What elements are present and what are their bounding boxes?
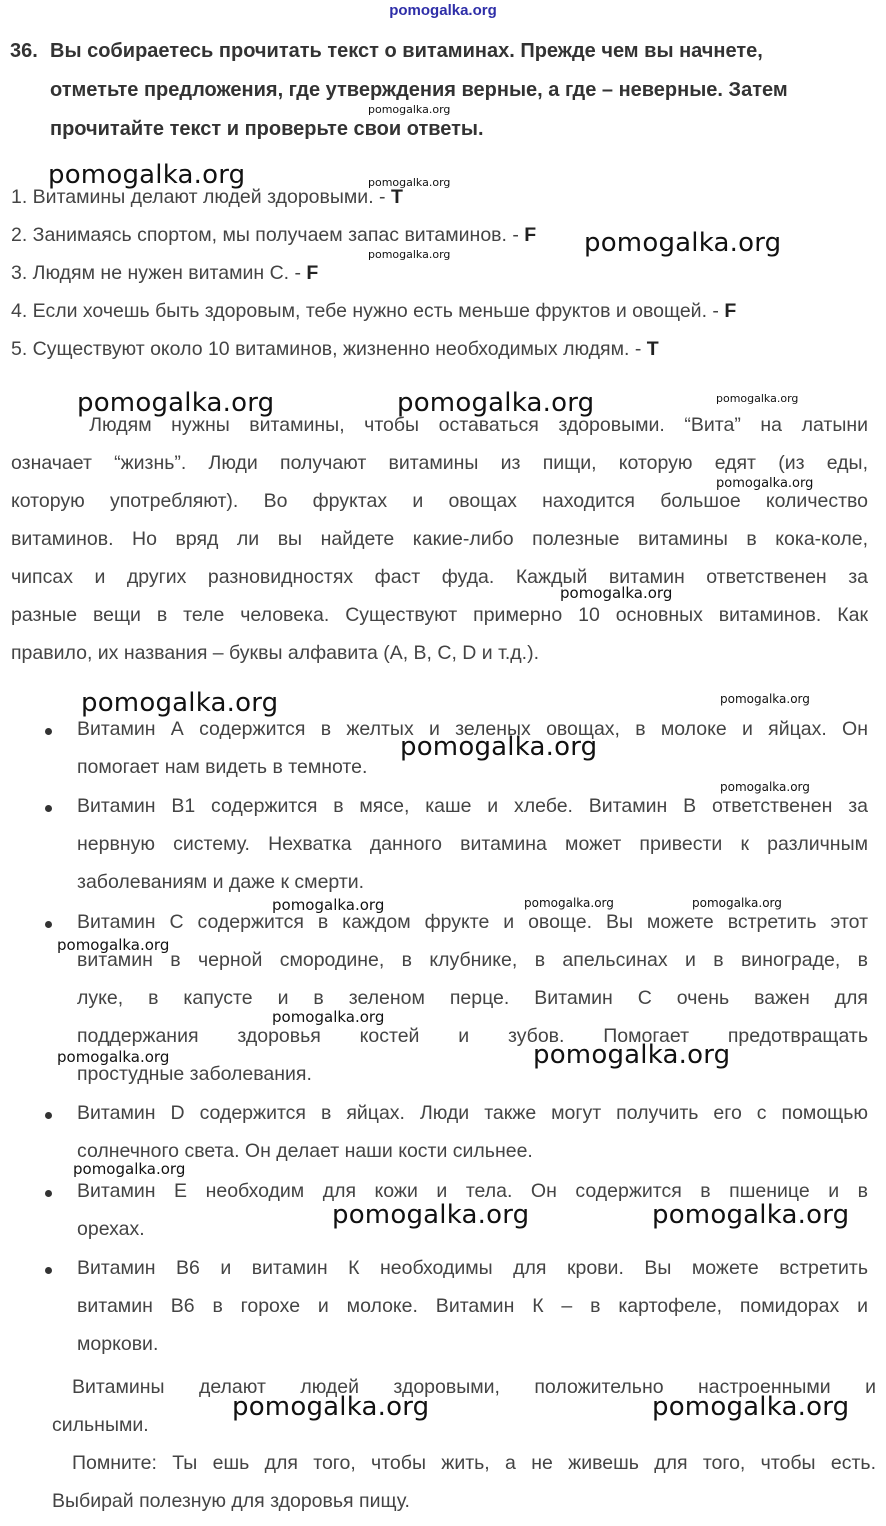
- watermark-small: pomogalka.org: [272, 1008, 385, 1026]
- bullet-dot: [42, 1264, 54, 1276]
- watermark-small: pomogalka.org: [57, 1048, 170, 1066]
- watermark-small: pomogalka.org: [57, 936, 170, 954]
- statement-answer: F: [724, 300, 737, 322]
- intro-line: правило, их названия – буквы алфавита (A, B, C, D и т.д.).: [11, 642, 540, 664]
- intro-line: витаминов. Но вряд ли вы найдете какие-либо полезные витамины в кока-коле,: [11, 528, 868, 550]
- statement-1: 1. Витамины делают людей здоровыми. - T: [11, 186, 403, 208]
- watermark-large: pomogalka.org: [400, 732, 598, 762]
- bullet-vitamin-b1-line: нервную систему. Нехватка данного витамина может привести к различным: [77, 833, 868, 855]
- statement-5: 5. Существуют около 10 витаминов, жизненно необходимых людям. - T: [11, 338, 659, 360]
- bullet-dot: [42, 918, 54, 930]
- bullet-vitamin-d-line: Витамин D содержится в яйцах. Люди также могут получить его с помощью: [77, 1102, 868, 1124]
- statement-answer: T: [646, 338, 659, 360]
- bullet-dot: [42, 802, 54, 814]
- watermark-large: pomogalka.org: [81, 688, 279, 718]
- watermark-small: pomogalka.org: [716, 392, 799, 405]
- watermark-small: pomogalka.org: [720, 780, 810, 794]
- bullet-vitamin-b6-k-line: моркови.: [77, 1333, 159, 1355]
- watermark-small: pomogalka.org: [73, 1160, 186, 1178]
- watermark-small: pomogalka.org: [524, 896, 614, 910]
- watermark-large: pomogalka.org: [584, 228, 782, 258]
- bullet-vitamin-c-line: простудные заболевания.: [77, 1063, 312, 1085]
- watermark-small: pomogalka.org: [272, 896, 385, 914]
- bullet-vitamin-b6-k-line: витамин В6 в горохе и молоке. Витамин К – в картофеле, помидорах и: [77, 1295, 868, 1317]
- statement-3: 3. Людям не нужен витамин С. - F: [11, 262, 319, 284]
- intro-line: разные вещи в теле человека. Существуют примерно 10 основных витаминов. Как: [11, 604, 868, 626]
- watermark-large: pomogalka.org: [397, 388, 595, 418]
- watermark-small: pomogalka.org: [560, 584, 673, 602]
- watermark-small: pomogalka.org: [692, 896, 782, 910]
- statement-2: 2. Занимаясь спортом, мы получаем запас витаминов. - F: [11, 224, 537, 246]
- bullet-vitamin-a-line: помогает нам видеть в темноте.: [77, 756, 368, 778]
- watermark-large: pomogalka.org: [77, 388, 275, 418]
- intro-line: чипсах и других разновидностях фаст фуда. Каждый витамин ответственен за: [11, 566, 868, 588]
- watermark-large: pomogalka.org: [652, 1200, 850, 1230]
- bullet-vitamin-b1-line: заболеваниям и даже к смерти.: [77, 871, 365, 893]
- watermark-small: pomogalka.org: [368, 248, 451, 261]
- bullet-vitamin-d-line: солнечного света. Он делает наши кости сильнее.: [77, 1140, 533, 1162]
- statement-answer: F: [306, 262, 319, 284]
- watermark-small: pomogalka.org: [368, 176, 451, 189]
- bullet-vitamin-c-line: Витамин С содержится в каждом фрукте и овоще. Вы можете встретить этот: [77, 911, 868, 933]
- bullet-vitamin-e-line: Витамин Е необходим для кожи и тела. Он содержится в пшенице и в: [77, 1180, 868, 1202]
- intro-line: Людям нужны витамины, чтобы оставаться здоровыми. “Вита” на латыни: [11, 414, 868, 436]
- bullet-vitamin-c-line: луке, в капусте и в зеленом перце. Витамин С очень важен для: [77, 987, 868, 1009]
- statement-answer: T: [390, 186, 403, 208]
- closing-line: Помните: Ты ешь для того, чтобы жить, а не живешь для того, чтобы есть.: [72, 1452, 876, 1474]
- bullet-dot: [42, 1187, 54, 1199]
- bullet-vitamin-a-line: Витамин А содержится в желтых и зеленых овощах, в молоке и яйцах. Он: [77, 718, 868, 740]
- watermark-large: pomogalka.org: [232, 1392, 430, 1422]
- bullet-vitamin-e-line: орехах.: [77, 1218, 145, 1240]
- closing-line: Выбирай полезную для здоровья пищу.: [52, 1490, 410, 1512]
- watermark-large: pomogalka.org: [652, 1392, 850, 1422]
- closing-line: сильными.: [52, 1414, 149, 1436]
- watermark-large: pomogalka.org: [332, 1200, 530, 1230]
- bullet-vitamin-c-line: витамин в черной смородине, в клубнике, в апельсинах и в винограде, в: [77, 949, 868, 971]
- watermark-small: pomogalka.org: [720, 692, 810, 706]
- watermark-large: pomogalka.org: [533, 1040, 731, 1070]
- watermark-large: pomogalka.org: [48, 160, 246, 190]
- bullet-vitamin-c-line: поддержания здоровья костей и зубов. Помогает предотвращать: [77, 1025, 868, 1047]
- task-line: отметьте предложения, где утверждения верные, а где – неверные. Затем: [50, 79, 788, 101]
- task-line: прочитайте текст и проверьте свои ответы.: [50, 118, 484, 140]
- intro-line: означает “жизнь”. Люди получают витамины из пищи, которую едят (из еды,: [11, 452, 868, 474]
- site-header-watermark: pomogalka.org: [389, 2, 497, 19]
- statement-answer: F: [524, 224, 537, 246]
- task-number: 36.: [10, 40, 38, 62]
- bullet-vitamin-b6-k-line: Витамин В6 и витамин К необходимы для крови. Вы можете встретить: [77, 1257, 868, 1279]
- bullet-dot: [42, 725, 54, 737]
- statement-4: 4. Если хочешь быть здоровым, тебе нужно есть меньше фруктов и овощей. - F: [11, 300, 737, 322]
- intro-line: которую употребляют). Во фруктах и овощах находится большое количество: [11, 490, 868, 512]
- task-heading: [10, 32, 870, 149]
- closing-line: Витамины делают людей здоровыми, положительно настроенными и: [72, 1376, 876, 1398]
- bullet-dot: [42, 1109, 54, 1121]
- task-line: Вы собираетесь прочитать текст о витаминах. Прежде чем вы начнете,: [50, 40, 763, 62]
- watermark-small: pomogalka.org: [368, 103, 451, 116]
- watermark-small: pomogalka.org: [716, 476, 814, 491]
- bullet-vitamin-b1-line: Витамин B1 содержится в мясе, каше и хлебе. Витамин В ответственен за: [77, 795, 868, 817]
